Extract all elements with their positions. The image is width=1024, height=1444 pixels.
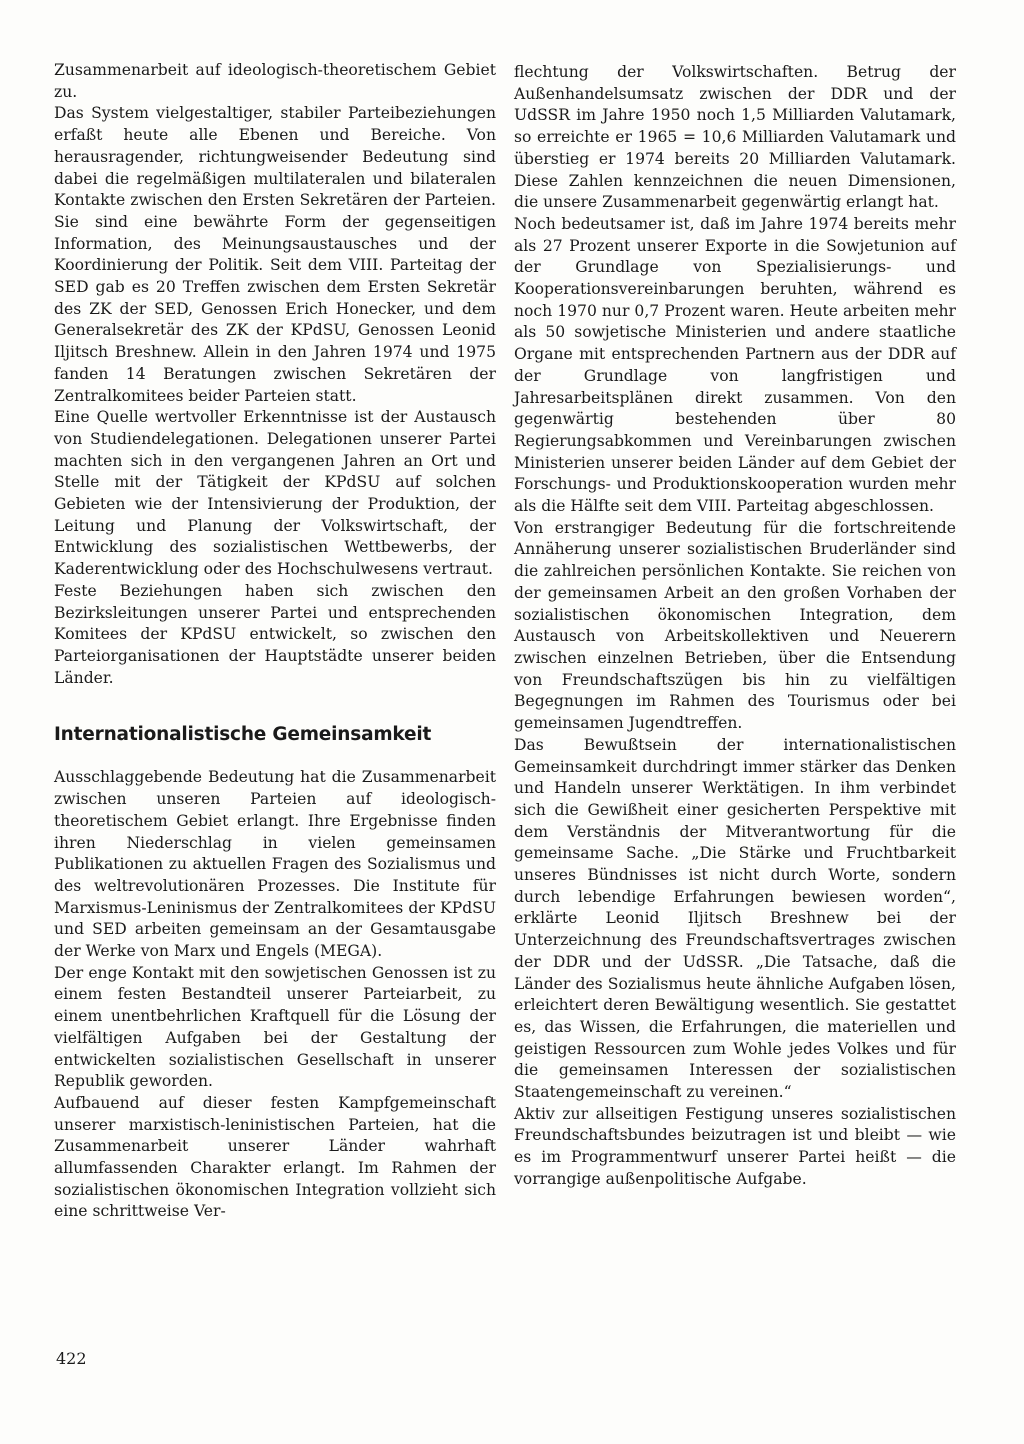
paragraph: Feste Beziehungen haben sich zwischen den Bezirksleitungen unserer Partei und entsprechenden Komitees der KPdSU entwickelt, so zwischen den Parteiorganisationen der Hauptstädte unserer beiden Länder. (54, 581, 496, 687)
page-number: 422 (56, 1349, 87, 1368)
paragraph: Zusammenarbeit auf ideologisch-theoretischem Gebiet zu. (54, 61, 496, 101)
section-heading: Internationalistische Gemeinsamkeit (54, 724, 432, 746)
right-column (514, 62, 956, 1191)
paragraph: Aufbauend auf dieser festen Kampfgemeinschaft unserer marxistisch-leninistischen Parteien, hat die Zusammenarbeit unserer Länder wahrhaft allumfassenden Charakter erlangt. Im Rahmen der sozialistischen ökonomischen Integration vollzieht sich eine schrittweise Ver- (54, 1093, 496, 1221)
paragraph: Noch bedeutsamer ist, daß im Jahre 1974 bereits mehr als 27 Prozent unserer Exporte in die Sowjetunion auf der Grundlage von Spezialisierungs- und Kooperationsvereinbarungen beruhten, während es noch 1970 nur 0,7 Prozent waren. Heute arbeiten mehr als 50 sowjetische Ministerien und andere staatliche Organe mit entsprechenden Partnern aus der DDR auf der Grundlage von langfristigen und Jahresarbeitsplänen direkt zusammen. Von den gegenwärtig bestehenden über 80 Regierungsabkommen und Vereinbarungen zwischen Ministerien unserer beiden Länder auf dem Gebiet der Forschungs- und Produktionskooperation wurden mehr als die Hälfte seit dem VIII. Parteitag abgeschlossen. (514, 214, 956, 516)
left-column (54, 60, 496, 1223)
paragraph: Von erstrangiger Bedeutung für die fortschreitende Annäherung unserer sozialistischen Bruderländer sind die zahlreichen persönlichen Kontakte. Sie reichen von der gemeinsamen Arbeit an den großen Vorhaben der sozialistischen ökonomischen Integration, dem Austausch von Arbeitskollektiven und Neuerern zwischen einzelnen Betrieben, über die Entsendung von Freundschaftszügen bis hin zu vielfältigen Begegnungen im Rahmen des Tourismus oder bei gemeinsamen Jugendtreffen. (514, 518, 956, 733)
paragraph: Eine Quelle wertvoller Erkenntnisse ist der Austausch von Studiendelegationen. Delegationen unserer Partei machten sich in den vergangenen Jahren an Ort und Stelle mit der Tätigkeit der KPdSU auf solchen Gebieten wie der Intensivierung der Produktion, der Leitung und Planung der Volkswirtschaft, der Entwicklung des sozialistischen Wettbewerbs, der Kaderentwicklung oder des Hochschulwesens vertraut. (54, 408, 496, 579)
paragraph: Der enge Kontakt mit den sowjetischen Genossen ist zu einem festen Bestandteil unserer Parteiarbeit, zu einem unentbehrlichen Kraftquell für die Lösung der vielfältigen Aufgaben bei der Gestaltung der entwickelten sozialistischen Gesellschaft in unserer Republik geworden. (54, 963, 496, 1091)
paragraph: Das System vielgestaltiger, stabiler Parteibeziehungen erfaßt heute alle Ebenen und Bereiche. Von herausragender, richtungweisender Bedeutung sind dabei die regelmäßigen multilateralen und bilateralen Kontakte zwischen den Ersten Sekretären der Parteien. Sie sind eine bewährte Form der gegenseitigen Information, des Meinungsaustausches und der Koordinierung der Politik. Seit dem VIII. Parteitag der SED gab es 20 Treffen zwischen dem Ersten Sekretär des ZK der SED, Genossen Erich Honecker, und dem Generalsekretär des ZK der KPdSU, Genossen Leonid Iljitsch Breshnew. Allein in den Jahren 1974 und 1975 fanden 14 Beratungen zwischen Sekretären der Zentralkomitees beider Parteien statt. (54, 104, 496, 405)
paragraph: Ausschlaggebende Bedeutung hat die Zusammenarbeit zwischen unseren Parteien auf ideologisch-theoretischem Gebiet erlangt. Ihre Ergebnisse finden ihren Niederschlag in vielen gemeinsamen Publikationen zu aktuellen Fragen des Sozialismus und des weltrevolutionären Prozesses. Die Institute für Marxismus-Leninismus der Zentralkomitees der KPdSU und SED arbeiten gemeinsam an der Gesamtausgabe der Werke von Marx und Engels (MEGA). (54, 768, 496, 961)
paragraph: Das Bewußtsein der internationalistischen Gemeinsamkeit durchdringt immer stärker das Denken und Handeln unserer Werktätigen. In ihm verbindet sich die Gewißheit einer gesicherten Perspektive mit dem Verständnis der Mitverantwortung für die gemeinsame Sache. „Die Stärke und Fruchtbarkeit unseres Bündnisses ist nicht durch Worte, sondern durch lebendige Erfahrungen bewiesen worden“, erklärte Leonid Iljitsch Breshnew bei der Unterzeichnung des Freundschaftsvertrages zwischen der DDR und der UdSSR. „Die Tatsache, daß die Länder des Sozialismus heute ähnliche Aufgaben lösen, erleichtert deren Bewältigung wesentlich. Sie gestattet es, das Wissen, die Erfahrungen, die materiellen und geistigen Ressourcen zum Wohle jedes Volkes und für die gemeinsamen Interessen der sozialistischen Staatengemeinschaft zu vereinen.“ (514, 735, 956, 1102)
paragraph: Aktiv zur allseitigen Festigung unseres sozialistischen Freundschaftsbundes beizutragen ist und bleibt — wie es im Programmentwurf unserer Partei heißt — die vorrangige außenpolitische Aufgabe. (514, 1104, 956, 1188)
paragraph: flechtung der Volkswirtschaften. Betrug der Außenhandelsumsatz zwischen der DDR und der UdSSR im Jahre 1950 noch 1,5 Milliarden Valutamark, so erreichte er 1965 = 10,6 Milliarden Valutamark und überstieg er 1974 bereits 20 Milliarden Valutamark. Diese Zahlen kennzeichnen die neuen Dimensionen, die unsere Zusammenarbeit gegenwärtig erlangt hat. (514, 63, 956, 212)
